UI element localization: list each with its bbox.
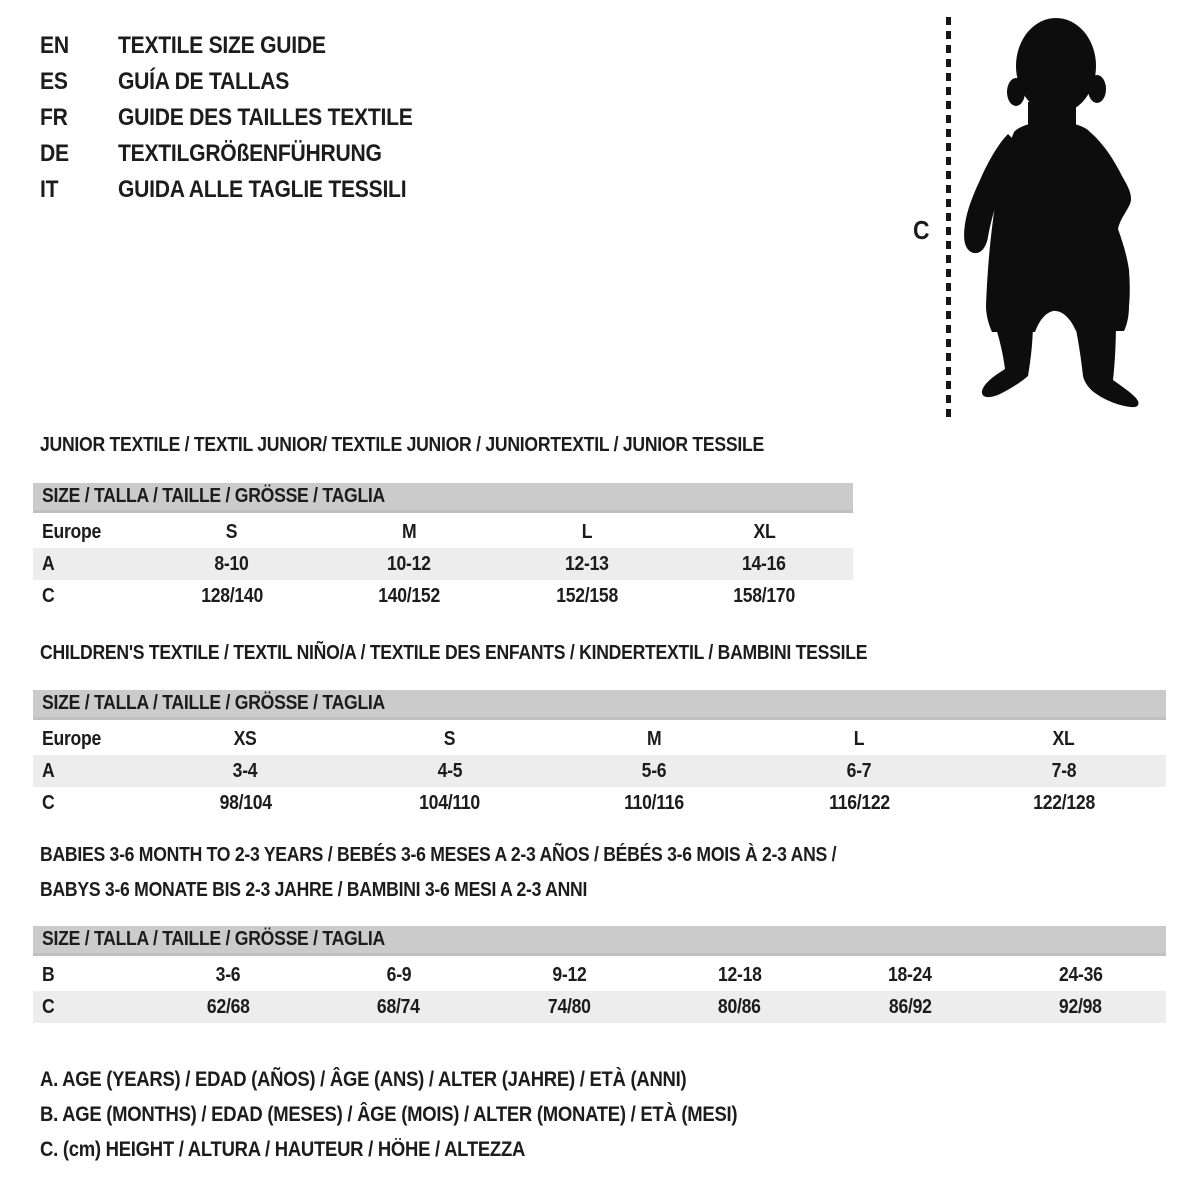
table-row [33,516,853,548]
size-cell [552,728,757,751]
size-value: 128/140 [200,584,263,607]
size-cell [498,521,676,544]
language-code: EN [40,32,69,59]
size-value: 92/98 [1059,995,1103,1018]
size-value: 12-13 [564,552,609,575]
table-row [33,755,1166,787]
table-row [33,787,1166,819]
junior-size-table [33,483,853,612]
size-cell [996,964,1167,987]
size-value: 110/116 [624,791,685,814]
section-title-children [40,636,980,671]
language-code: FR [40,104,68,131]
guide-title: TEXTILGRÖßENFÜHRUNG [118,140,382,167]
size-cell [321,521,499,544]
size-cell [348,728,553,751]
size-value: 7-8 [1051,759,1077,782]
size-cell [757,728,962,751]
section-title-line: BABIES 3-6 MONTH TO 2-3 YEARS / BEBÉS 3-6 MESES A 2-3 AÑOS / BÉBÉS 3-6 MOIS À 2-3 ANS / [40,844,837,866]
table-header-label: SIZE / TALLA / TAILLE / GRÖSSE / TAGLIA [42,485,386,507]
size-value: 68/74 [377,995,421,1018]
size-cell [314,964,485,987]
legend-line: B. AGE (MONTHS) / EDAD (MESES) / ÂGE (MOIS) / ALTER (MONATE) / ETÀ (MESI) [40,1103,738,1126]
size-value: 4-5 [437,759,463,782]
size-cell [143,996,314,1019]
size-cell [348,760,553,783]
size-value: 10-12 [387,552,432,575]
language-row [40,64,453,100]
size-value: 8-10 [214,552,249,575]
table-row [33,991,1166,1023]
language-row [40,100,453,136]
size-cell [484,996,655,1019]
size-cell [143,760,348,783]
size-cell [996,996,1167,1019]
children-size-table [33,690,1166,819]
size-cell [676,521,854,544]
size-cell [825,964,996,987]
size-value: S [226,520,238,543]
guide-title: GUIDA ALLE TAGLIE TESSILI [118,176,407,203]
size-value: L [581,520,592,543]
size-value: 12-18 [717,963,762,986]
size-cell [314,996,485,1019]
guide-title: GUÍA DE TALLAS [118,68,290,95]
table-row [33,548,853,580]
row-label: Europe [42,727,102,750]
section-title-babies [40,838,945,908]
section-title-line: JUNIOR TEXTILE / TEXTIL JUNIOR/ TEXTILE JUNIOR / JUNIORTEXTIL / JUNIOR TESSILE [40,434,764,456]
table-header-bar [33,690,1166,720]
size-cell [757,792,962,815]
height-c-label: C [913,215,930,245]
size-cell [143,964,314,987]
legend-line: C. (cm) HEIGHT / ALTURA / HAUTEUR / HÖHE / ALTEZZA [40,1138,526,1161]
size-cell [143,585,321,608]
size-cell [348,792,553,815]
language-code: ES [40,68,68,95]
size-cell [498,585,676,608]
guide-title: TEXTILE SIZE GUIDE [118,32,326,59]
language-code: DE [40,140,69,167]
size-value: L [853,727,865,750]
size-value: 140/152 [378,584,441,607]
size-value: 6-7 [846,759,872,782]
table-header-bar [33,483,853,513]
size-value: 5-6 [642,759,667,782]
language-row [40,28,453,64]
size-value: M [647,727,662,750]
size-cell [143,792,348,815]
language-row [40,172,453,208]
size-cell [961,728,1166,751]
row-label: A [42,759,55,782]
size-cell [676,585,854,608]
size-value: 74/80 [547,995,591,1018]
size-cell [961,792,1166,815]
size-value: XS [233,727,257,750]
size-value: 116/122 [828,791,890,814]
table-header-bar [33,926,1166,956]
size-value: 104/110 [419,791,481,814]
table-row [33,580,853,612]
legend-line: A. AGE (YEARS) / EDAD (AÑOS) / ÂGE (ANS) / ALTER (JAHRE) / ETÀ (ANNI) [40,1068,687,1091]
section-title-line: CHILDREN'S TEXTILE / TEXTIL NIÑO/A / TEXTILE DES ENFANTS / KINDERTEXTIL / BAMBINI TESSILE [40,642,868,664]
size-cell [961,760,1166,783]
legend [40,1062,832,1167]
size-value: 62/68 [206,995,250,1018]
table-row [33,959,1166,991]
size-value: 3-6 [215,963,241,986]
size-value: M [402,520,417,543]
size-cell [143,521,321,544]
size-value: XL [1052,727,1075,750]
size-value: 122/128 [1032,791,1095,814]
size-value: XL [753,520,776,543]
language-row [40,136,453,172]
row-label: C [42,791,55,814]
table-row [33,723,1166,755]
size-cell [552,792,757,815]
size-value: 6-9 [386,963,412,986]
toddler-silhouette-icon [956,14,1146,422]
size-cell [655,964,826,987]
size-value: 14-16 [742,552,787,575]
size-cell [498,553,676,576]
size-cell [552,760,757,783]
babies-size-table [33,926,1166,1023]
size-cell [321,585,499,608]
row-label: A [42,552,55,575]
language-title-list [40,28,453,208]
row-label: Europe [42,520,102,543]
table-header-label: SIZE / TALLA / TAILLE / GRÖSSE / TAGLIA [42,928,386,950]
table-header-label: SIZE / TALLA / TAILLE / GRÖSSE / TAGLIA [42,692,386,714]
size-value: 9-12 [552,963,587,986]
size-value: 18-24 [888,963,933,986]
size-cell [484,964,655,987]
section-title-line: BABYS 3-6 MONATE BIS 2-3 JAHRE / BAMBINI 3-6 MESI A 2-3 ANNI [40,879,588,901]
size-cell [143,728,348,751]
row-label: B [42,963,55,986]
size-cell [655,996,826,1019]
section-title-junior [40,428,863,463]
size-value: 158/170 [733,584,796,607]
row-label: C [42,995,55,1018]
language-code: IT [40,176,59,203]
guide-title: GUIDE DES TAILLES TEXTILE [118,104,413,131]
size-value: 152/158 [555,584,618,607]
size-cell [757,760,962,783]
size-value: 80/86 [718,995,762,1018]
size-value: 24-36 [1058,963,1103,986]
size-value: 98/104 [219,791,272,814]
size-cell [321,553,499,576]
size-cell [676,553,854,576]
size-value: 86/92 [888,995,932,1018]
size-cell [825,996,996,1019]
height-measure-line [946,17,951,417]
size-value: 3-4 [232,759,258,782]
row-label: C [42,584,55,607]
size-cell [143,553,321,576]
size-value: S [444,727,456,750]
